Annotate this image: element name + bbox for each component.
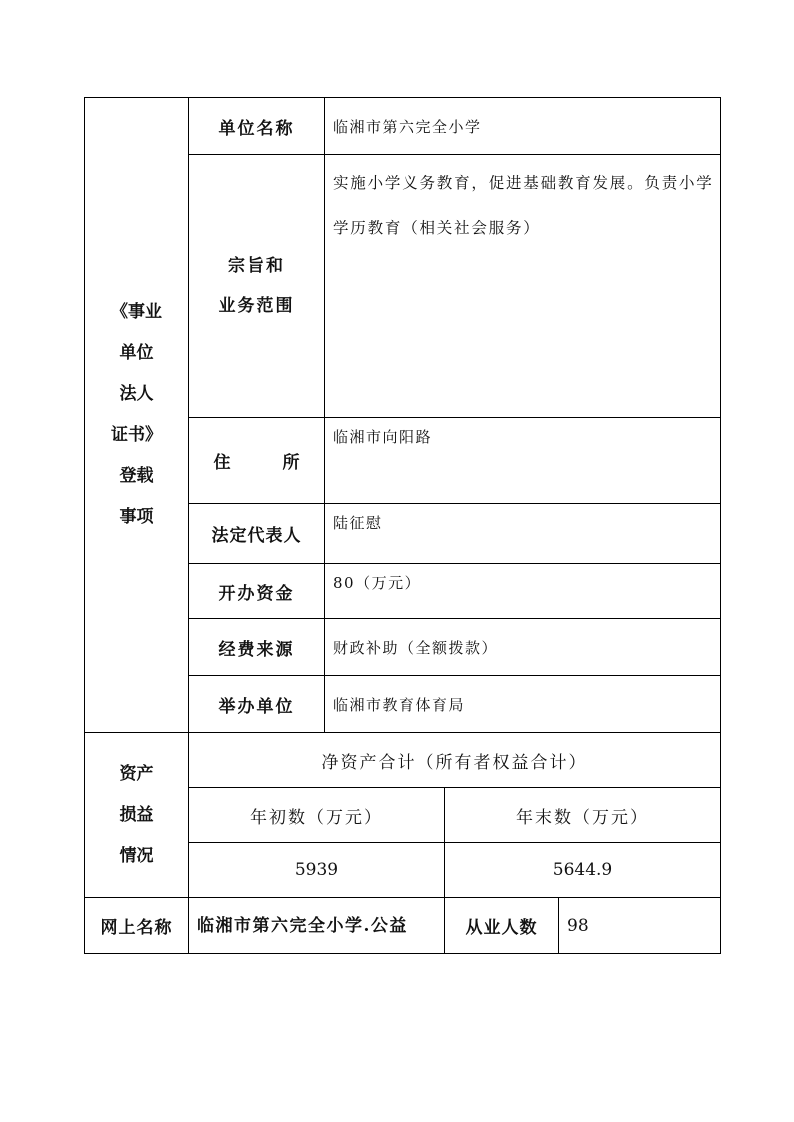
row-web-name — [85, 898, 721, 954]
registration-table — [84, 97, 721, 954]
funds-label: 开办资金 — [189, 564, 325, 619]
staff-value: 98 — [559, 898, 721, 954]
legal-rep-value: 陆征慰 — [325, 504, 721, 564]
row-unit-name — [85, 98, 721, 155]
row-net-assets-header — [85, 733, 721, 788]
cert-title-line: 事项 — [119, 507, 154, 527]
purpose-label-line: 宗旨和 — [228, 256, 285, 276]
purpose-label — [189, 155, 325, 418]
funds-value: 80（万元） — [325, 564, 721, 619]
asset-title-line: 资产 — [119, 763, 154, 784]
cert-title-line: 法人 — [119, 384, 154, 404]
legal-rep-label: 法定代表人 — [189, 504, 325, 564]
end-label: 年末数（万元） — [445, 788, 721, 843]
sponsor-value: 临湘市教育体育局 — [325, 676, 721, 733]
unit-name-value: 临湘市第六完全小学 — [325, 98, 721, 155]
asset-section-title — [85, 733, 189, 898]
address-label-char: 所 — [282, 453, 300, 473]
purpose-value: 实施小学义务教育，促进基础教育发展。负责小学学历教育（相关社会服务） — [325, 155, 721, 418]
net-assets-header: 净资产合计（所有者权益合计） — [189, 733, 721, 788]
cert-section-title — [85, 98, 189, 733]
begin-label: 年初数（万元） — [189, 788, 445, 843]
asset-title-line: 损益 — [119, 804, 154, 825]
cert-title-line: 登载 — [119, 466, 154, 486]
source-label: 经费来源 — [189, 619, 325, 676]
unit-name-label: 单位名称 — [189, 98, 325, 155]
staff-label: 从业人数 — [445, 898, 559, 954]
end-value: 5644.9 — [445, 843, 721, 898]
cert-title-line: 《事业 — [111, 302, 162, 322]
address-label — [189, 418, 325, 504]
purpose-label-line: 业务范围 — [218, 296, 295, 316]
address-label-char: 住 — [213, 453, 231, 473]
sponsor-label: 举办单位 — [189, 676, 325, 733]
cert-title-line: 单位 — [119, 343, 154, 363]
asset-title-line: 情况 — [119, 845, 154, 866]
address-value: 临湘市向阳路 — [325, 418, 721, 504]
web-name-label: 网上名称 — [85, 898, 189, 954]
cert-title-line: 证书》 — [111, 425, 162, 445]
source-value: 财政补助（全额拨款） — [325, 619, 721, 676]
web-name-value: 临湘市第六完全小学.公益 — [189, 898, 445, 954]
begin-value: 5939 — [189, 843, 445, 898]
